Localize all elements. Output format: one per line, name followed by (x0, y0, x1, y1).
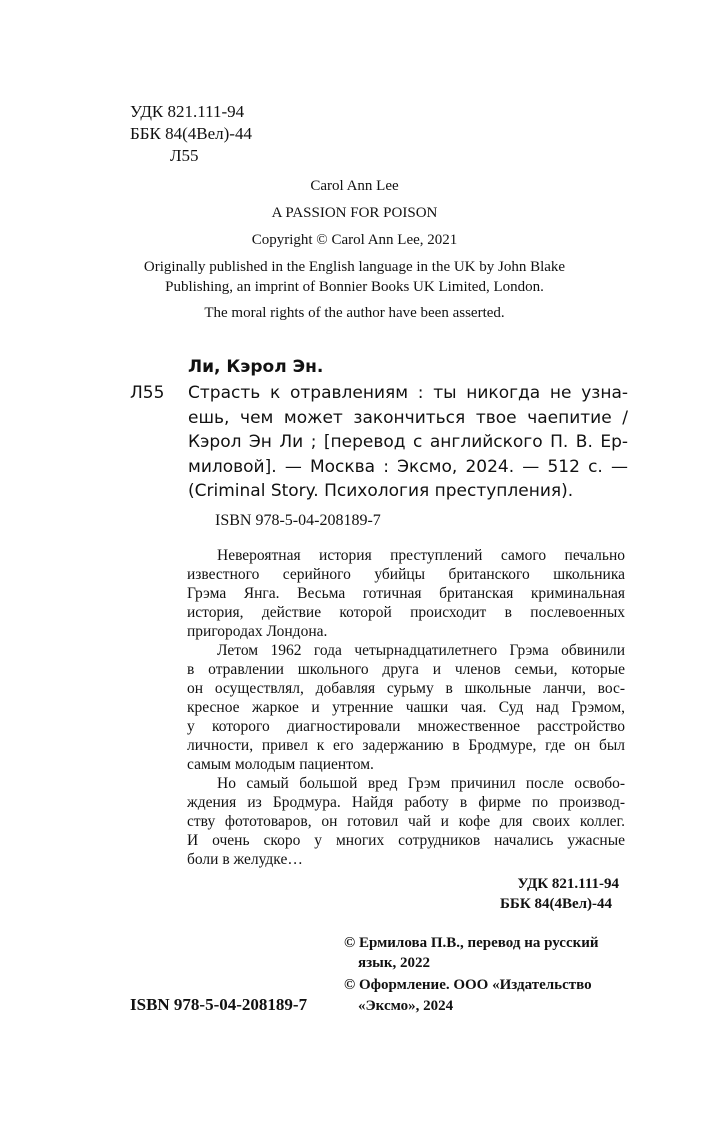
original-author: Carol Ann Lee (310, 178, 399, 194)
author-mark-top: Л55 (170, 146, 199, 165)
annotation-line: Но самый большой вред Грэм причинил после освобо- (217, 775, 625, 792)
design-copyright-line1: © Оформление. ООО «Издательство (344, 977, 592, 993)
author-mark-record: Л55 (130, 383, 165, 403)
annotation-line: история, действие которой происходит в послевоенных (187, 604, 625, 621)
bbk-code-top: ББК 84(4Вел)-44 (130, 124, 252, 143)
original-publisher-line2: Publishing, an imprint of Bonnier Books UK Limited, London. (165, 279, 544, 295)
udk-code-bottom: УДК 821.111-94 (517, 876, 619, 892)
annotation-line: ждения из Бродмура. Найдя работу в фирме по производ- (187, 794, 625, 811)
translation-copyright-line2: язык, 2022 (358, 955, 430, 971)
annotation-line: он осуществлял, добавляя сурьму в школьные ланчи, вос- (187, 680, 625, 697)
annotation-line: ству фототоваров, он готовил чай и кофе для своих коллег. (187, 813, 625, 830)
annotation-line: личности, привел к его задержанию в Бродмуре, где он был (187, 737, 625, 754)
annotation-line: известного серийного убийцы британского школьника (187, 566, 625, 583)
annotation-line: у которого диагностировали множественное расстройство (187, 718, 625, 735)
annotation-paragraph-1 (187, 546, 625, 641)
annotation-paragraph-3 (187, 774, 625, 869)
original-title: A PASSION FOR POISON (271, 205, 438, 221)
moral-rights-notice: The moral rights of the author have been asserted. (204, 305, 505, 321)
annotation-line: И очень скоро у многих сотрудников начались ужасные (187, 832, 625, 849)
annotation-line: Грэма Янга. Весьма готичная британская криминальная (187, 585, 625, 602)
annotation-line: кресное жаркое и утренние чашки чая. Суд над Грэмом, (187, 699, 625, 716)
annotation-line: Летом 1962 года четырнадцатилетнего Грэма обвинили (217, 642, 625, 659)
description-line: миловой]. — Москва : Эксмо, 2024. — 512 с. — (188, 456, 628, 477)
annotation-line: боли в желудке… (187, 851, 303, 868)
original-publisher-line1: Originally published in the English language in the UK by John Blake (143, 259, 566, 275)
annotation-line: в отравлении школьного друга и членов семьи, которые (187, 661, 625, 678)
description-line: Страсть к отравлениям : ты никогда не узна- (188, 383, 628, 403)
translation-copyright-line1: © Ермилова П.В., перевод на русский (344, 935, 599, 951)
annotation-line: Невероятная история преступлений самого печально (217, 547, 625, 564)
description-line: (Criminal Story. Психология преступления). (188, 481, 574, 501)
bibliographic-description (188, 381, 628, 504)
isbn-footer: ISBN 978-5-04-208189-7 (130, 995, 308, 1014)
author-heading: Ли, Кэрол Эн. (188, 357, 324, 377)
description-line: ешь, чем может закончиться твое чаепитие / (188, 407, 628, 428)
annotation-paragraph-2 (187, 641, 625, 774)
description-line: Кэрол Эн Ли ; [перевод с английского П. В. Ер- (188, 432, 628, 452)
design-copyright-line2: «Эксмо», 2024 (358, 998, 454, 1014)
udk-code-top: УДК 821.111-94 (130, 102, 245, 121)
annotation-line: пригородах Лондона. (187, 623, 328, 640)
bbk-code-bottom: ББК 84(4Вел)-44 (500, 896, 613, 912)
isbn-record: ISBN 978-5-04-208189-7 (215, 512, 381, 529)
annotation-line: самым молодым пациентом. (187, 756, 374, 773)
original-copyright: Copyright © Carol Ann Lee, 2021 (251, 232, 458, 248)
